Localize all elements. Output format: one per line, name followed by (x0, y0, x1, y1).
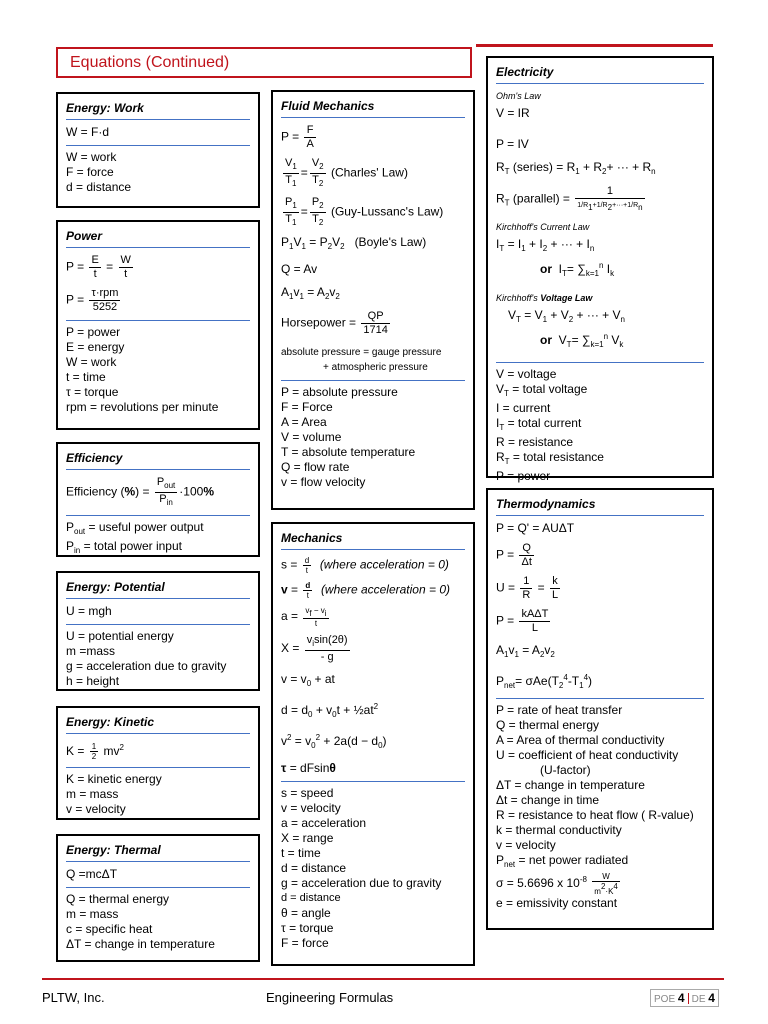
equation: U = mgh (66, 604, 112, 618)
page-title: Equations (Continued) (56, 47, 472, 78)
section-label: Ohm's Law (496, 91, 541, 101)
box-title: Electricity (496, 62, 704, 84)
definition: F = force (66, 165, 114, 179)
definition: R = resistance (496, 435, 574, 449)
equation: v = $\frac{d}{t}$ (where acceleration = 0) (281, 581, 451, 600)
box-title: Fluid Mechanics (281, 96, 465, 118)
energy-potential-box (56, 571, 260, 691)
equation: a = $\frac{vf - vi}{t}$ (281, 606, 327, 628)
definition: d = distance (281, 861, 347, 875)
note: + atmospheric pressure (323, 362, 428, 373)
power-box (56, 220, 260, 430)
equation: Q =mcΔT (66, 867, 118, 881)
definition: v = velocity (281, 801, 341, 815)
definition: τ = torque (66, 385, 119, 399)
definition: m =mass (66, 644, 116, 658)
definition: F = force (281, 936, 329, 950)
equation: $I_T = I_1 + I_2$ + ··· + $I_n$ (496, 237, 595, 253)
header-rule (476, 44, 713, 47)
box-title: Power (66, 226, 250, 248)
definition: X = range (281, 831, 334, 845)
definition: a = acceleration (281, 816, 367, 830)
box-title: Energy: Work (66, 98, 250, 120)
efficiency-box (56, 442, 260, 557)
equation: P = $\frac{\text{kAΔT}}{L}$ (496, 608, 549, 634)
definition: Δt = change in time (496, 793, 600, 807)
equation: τ = dFsinθ (281, 761, 336, 775)
definition: F = Force (281, 400, 333, 414)
definition: k = thermal conductivity (496, 823, 622, 837)
definition: V = volume (281, 430, 342, 444)
definition: v = velocity (66, 802, 126, 817)
equation: K = $\frac{1}{2}$ $mv^2$ (66, 742, 124, 762)
equation: $d = d_0 + v_0t$ + $\frac{1}{2}at^2$ (281, 702, 379, 719)
definition: Q = thermal energy (496, 718, 600, 732)
definition: m = mass (66, 907, 119, 921)
definition: P = rate of heat transfer (496, 703, 623, 717)
equation: $v = v_0$ + at (281, 672, 335, 688)
definition: E = energy (66, 340, 125, 354)
definition: σ = 5.6696 x $10^{-8}$ $\frac{W}{m2\cdot K4}$ (496, 872, 618, 896)
equation: Q = Av (281, 262, 318, 276)
definition: τ = torque (281, 921, 334, 935)
equation: $A_1v_1 = A_2v_2$ (496, 643, 555, 659)
definition: v = velocity (496, 838, 556, 852)
definition: U = potential energy (66, 629, 174, 643)
definition: $I_T$ = total current (496, 416, 582, 432)
mechanics-box (271, 522, 475, 966)
definition: m = mass (66, 787, 119, 802)
definition: d = distance (281, 892, 341, 904)
definition: v = flow velocity (281, 475, 366, 489)
equation: U = $\frac{1}{R}$ = $\frac{k}{L}$ (496, 575, 559, 601)
equation: or $V_T= \sum_{k=1}^n$ $V_k$ (540, 332, 624, 349)
box-title: Thermodynamics (496, 494, 704, 516)
definition: $V_T$ = total voltage (496, 382, 588, 398)
definition: c = specific heat (66, 922, 153, 936)
equation: $R_T$ (series) = $R_1 + R_2+$ ··· + $R_n$ (496, 160, 656, 176)
box-title: Energy: Potential (66, 577, 250, 599)
definition: R = resistance to heat flow ( R-value) (496, 808, 694, 822)
energy-thermal-box (56, 834, 260, 962)
definition: ΔT = change in temperature (496, 778, 645, 792)
electricity-box (486, 56, 714, 483)
equation: $V_T = V_1 + V_2$ + ··· + $V_n$ (508, 308, 625, 324)
equation: P = Q' = AUΔT (496, 521, 575, 535)
equation: W = F·d (66, 125, 110, 139)
equation: V = IR (496, 106, 530, 120)
energy-work-box (56, 92, 260, 208)
definition: e = emissivity constant (496, 896, 618, 910)
box-title: Efficiency (66, 448, 250, 470)
definition: g = acceleration due to gravity (66, 659, 227, 673)
definition: P = power (66, 325, 121, 339)
box-title: Energy: Kinetic (66, 712, 250, 734)
definition: g = acceleration due to gravity (281, 876, 442, 890)
definition: $R_T$ = total resistance (496, 450, 604, 466)
definition: T = absolute temperature (281, 445, 416, 459)
definition: W = work (66, 150, 117, 164)
definition: A = Area (281, 415, 327, 429)
definition: (U-factor) (540, 763, 591, 777)
equation: X = $\frac{v_i\sin(2\theta)}{- g}$ (281, 634, 348, 663)
equation: P = $\frac{Q}{\Delta t}$ (496, 542, 532, 568)
box-title: Mechanics (281, 528, 465, 550)
definition: P = absolute pressure (281, 385, 398, 399)
equation: $A_1v_1 = A_2v_2$ (281, 285, 340, 301)
equation: $P_1V_1 = P_2V_2$ (Boyle's Law) (281, 235, 427, 251)
definition: ΔT = change in temperature (66, 937, 215, 951)
footer-page-badge: POE 4 DE 4 (650, 989, 719, 1007)
definition: U = coefficient of heat conductivity (496, 748, 679, 762)
definition: t = time (66, 370, 106, 384)
equation: P = $\frac{E}{t}$ = $\frac{W}{t}$ (66, 254, 131, 280)
definition: W = work (66, 355, 117, 369)
section-label: Kirchhoff's Current Law (496, 222, 590, 232)
definition: Q = flow rate (281, 460, 350, 474)
definition: K = kinetic energy (66, 772, 162, 787)
equation: $v^2 = v_0^2 + 2a(d - d_0)$ (281, 733, 387, 750)
definition: t = time (281, 846, 321, 860)
equation: $P_{net}= \sigma Ae(T_2^4-T_1^4)$ (496, 673, 593, 690)
footer-title: Engineering Formulas (266, 990, 394, 1005)
equation: P = $\frac{F}{A}$ (281, 124, 314, 150)
definition: h = height (66, 674, 120, 688)
definition: $P_{out}$ = useful power output (66, 520, 204, 536)
equation: P = IV (496, 137, 529, 151)
fluid-mechanics-box (271, 90, 475, 510)
equation: $R_T$ (parallel) = $\frac{1}{1/R1+1/R2+\cdot\cdot\cdot+1/Rn}$ (496, 185, 643, 212)
footer-rule (42, 978, 724, 980)
equation: s = $\frac{d}{t}$ (where acceleration = 0) (281, 556, 449, 575)
definition: d = distance (66, 180, 132, 194)
equation: P = $\frac{\text{τ·rpm}}{5252}$ (66, 287, 119, 313)
equation: $\frac{P_1}{T_1}$ = $\frac{P_2}{T_2}$ (Guy-Lussanc's Law) (285, 196, 444, 227)
equation: Efficiency (%) = $\frac{P_{out}}{P_{in}}$ ·100% (66, 476, 214, 507)
note: absolute pressure = gauge pressure (281, 347, 442, 358)
energy-kinetic-box (56, 706, 260, 820)
definition: V = voltage (496, 367, 557, 381)
footer-publisher: PLTW, Inc. (42, 990, 105, 1005)
definition: Q = thermal energy (66, 892, 170, 906)
definition: s = speed (281, 786, 334, 800)
equation: or $I_T= \sum_{k=1}^n$ $I_k$ (540, 261, 615, 278)
box-title: Energy: Thermal (66, 840, 250, 862)
definition: $P_{net}$ = net power radiated (496, 853, 629, 869)
definition: $P_{in}$ = total power input (66, 539, 182, 555)
definition: P = power (496, 469, 551, 483)
definition: θ = angle (281, 906, 331, 920)
section-label: Kirchhoff's Voltage Law (496, 293, 593, 303)
equation: $\frac{V_1}{T_1}$ = $\frac{V_2}{T_2}$ (Charles' Law) (285, 157, 408, 188)
definition: A = Area of thermal conductivity (496, 733, 665, 747)
thermodynamics-box (486, 488, 714, 930)
equation: Horsepower = $\frac{QP}{1714}$ (281, 310, 388, 336)
definition: rpm = revolutions per minute (66, 400, 219, 414)
definition: I = current (496, 401, 551, 415)
